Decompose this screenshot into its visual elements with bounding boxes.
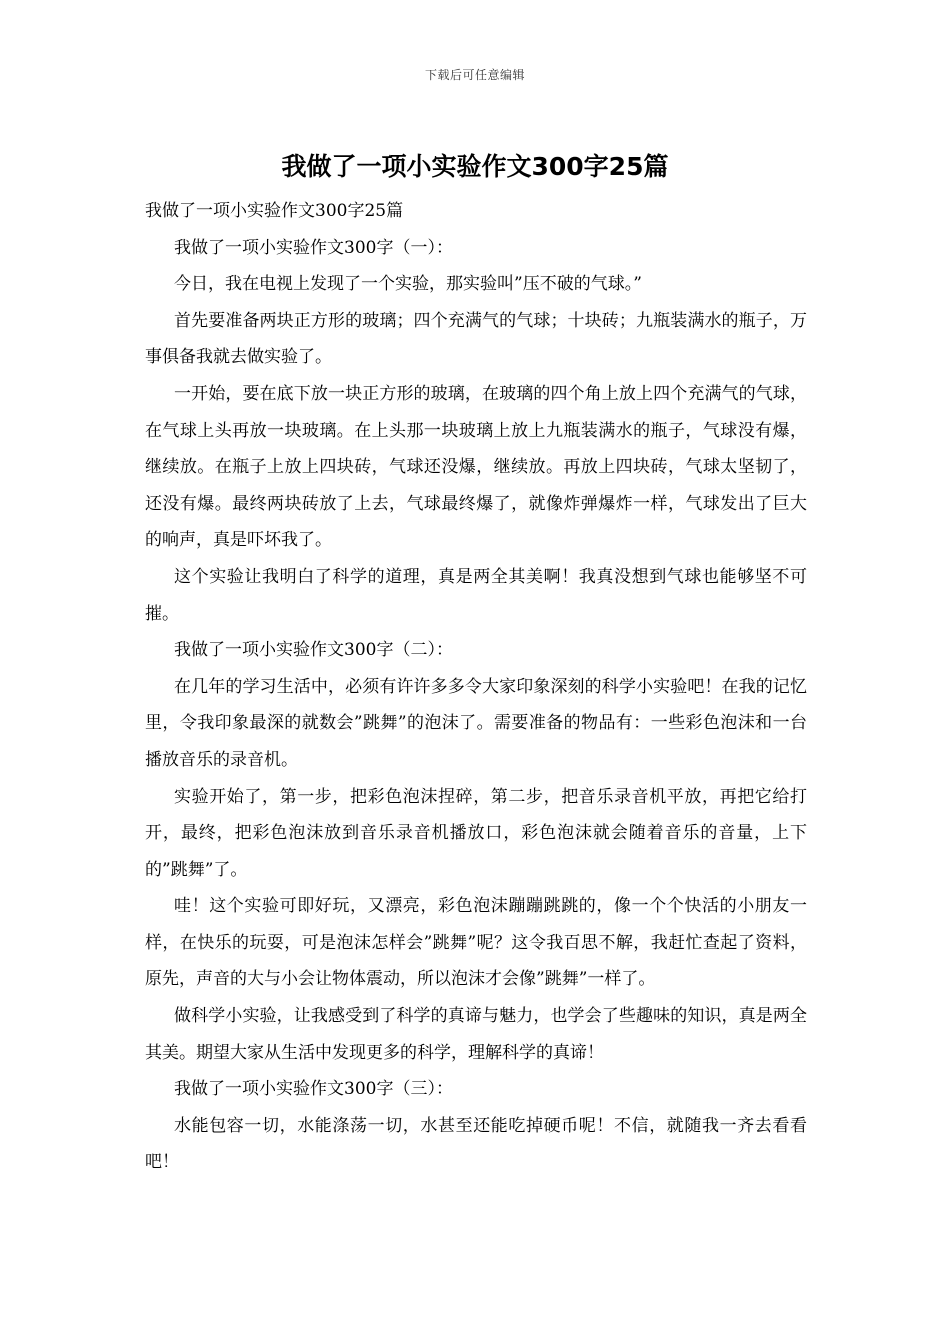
header-note: 下载后可任意编辑 [424, 68, 525, 82]
document-body [145, 193, 807, 1181]
section-heading-3: 我做了一项小实验作文300字（三）： [174, 1079, 453, 1100]
paragraph: 一开始，要在底下放一块正方形的玻璃，在玻璃的四个角上放上四个充满气的气球，在气球上头再放一块玻璃。在上头那一块玻璃上放上九瓶装满水的瓶子，气球没有爆，继续放。在瓶子上放上四块砖，气球还没爆，继续放。再放上四块砖，气球太坚韧了，还没有爆。最终两块砖放了上去，气球最终爆了，就像炸弹爆炸一样，气球发出了巨大的响声，真是吓坏我了。 [145, 383, 807, 551]
section-heading-2: 我做了一项小实验作文300字（二）： [174, 640, 453, 661]
paragraph: 实验开始了，第一步，把彩色泡沫捏碎，第二步，把音乐录音机平放，再把它给打开，最终，把彩色泡沫放到音乐录音机播放口，彩色泡沫就会随着音乐的音量，上下的”跳舞”了。 [145, 786, 807, 880]
paragraph: 今日，我在电视上发现了一个实验，那实验叫”压不破的气球。” [174, 274, 642, 295]
section-heading-1: 我做了一项小实验作文300字（一）： [174, 237, 453, 258]
paragraph: 在几年的学习生活中，必须有许许多多令大家印象深刻的科学小实验吧！在我的记忆里，令我印象最深的就数会”跳舞”的泡沫了。需要准备的物品有：一些彩色泡沫和一台播放音乐的录音机。 [145, 676, 807, 770]
document-title: 我做了一项小实验作文300字25篇 [281, 152, 669, 181]
paragraph: 我做了一项小实验作文300字25篇 [145, 201, 404, 221]
paragraph: 做科学小实验，让我感受到了科学的真谛与魅力，也学会了些趣味的知识，真是两全其美。期望大家从生活中发现更多的科学，理解科学的真谛！ [145, 1006, 807, 1063]
paragraph: 首先要准备两块正方形的玻璃；四个充满气的气球；十块砖；九瓶装满水的瓶子，万事俱备我就去做实验了。 [145, 310, 807, 368]
paragraph: 哇！这个实验可即好玩，又漂亮，彩色泡沫蹦蹦跳跳的，像一个个快活的小朋友一样，在快乐的玩耍，可是泡沫怎样会”跳舞”呢？这令我百思不解，我赶忙查起了资料，原先，声音的大与小会让物体震动，所以泡沫才会像”跳舞”一样了。 [145, 896, 807, 990]
paragraph: 这个实验让我明白了科学的道理，真是两全其美啊！我真没想到气球也能够坚不可摧。 [145, 566, 807, 624]
paragraph: 水能包容一切，水能涤荡一切，水甚至还能吃掉硬币呢！不信，就随我一齐去看看吧！ [145, 1115, 807, 1173]
